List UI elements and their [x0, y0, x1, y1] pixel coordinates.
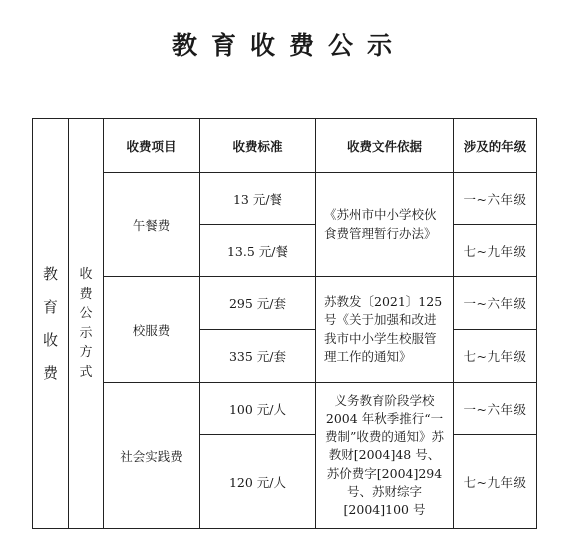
item-cell: 校服费 — [104, 277, 200, 383]
standard-cell: 335 元/套 — [200, 330, 316, 383]
header-standard: 收费标准 — [200, 119, 316, 173]
header-grade: 涉及的年级 — [454, 119, 537, 173]
standard-cell: 13 元/餐 — [200, 173, 316, 225]
grade-cell: 一~六年级 — [454, 383, 537, 435]
grade-cell: 七~九年级 — [454, 225, 537, 277]
fee-table — [32, 118, 537, 529]
basis-cell — [316, 383, 454, 529]
item-cell: 社会实践费 — [104, 383, 200, 529]
basis-text: 义务教育阶段学校 2004 年秋季推行“一费制”收费的通知》苏教财[2004]48 号、苏价费字[2004]294 号、苏财综字[2004]100 号 — [325, 393, 444, 517]
grade-cell: 一~六年级 — [454, 277, 537, 330]
item-cell: 午餐费 — [104, 173, 200, 277]
standard-cell: 100 元/人 — [200, 383, 316, 435]
side-label: 教育收费 — [43, 264, 59, 382]
header-item: 收费项目 — [104, 119, 200, 173]
basis-cell — [316, 173, 454, 277]
standard-cell: 13.5 元/餐 — [200, 225, 316, 277]
grade-cell: 一~六年级 — [454, 173, 537, 225]
grade-cell: 七~九年级 — [454, 330, 537, 383]
side-label-cell — [33, 119, 69, 529]
header-basis: 收费文件依据 — [316, 119, 454, 173]
basis-text: 苏教发〔2021〕125 号《关于加强和改进我市中小学生校服管理工作的通知》 — [324, 294, 443, 364]
grade-cell: 七~九年级 — [454, 435, 537, 529]
standard-cell: 295 元/套 — [200, 277, 316, 330]
method-label-cell — [69, 119, 104, 529]
method-label: 收费公示方式 — [79, 267, 93, 380]
page-title: 教育收费公示 — [171, 31, 406, 60]
standard-cell: 120 元/人 — [200, 435, 316, 529]
basis-cell — [316, 277, 454, 383]
basis-text: 《苏州市中小学校伙食费管理暂行办法》 — [324, 207, 437, 241]
